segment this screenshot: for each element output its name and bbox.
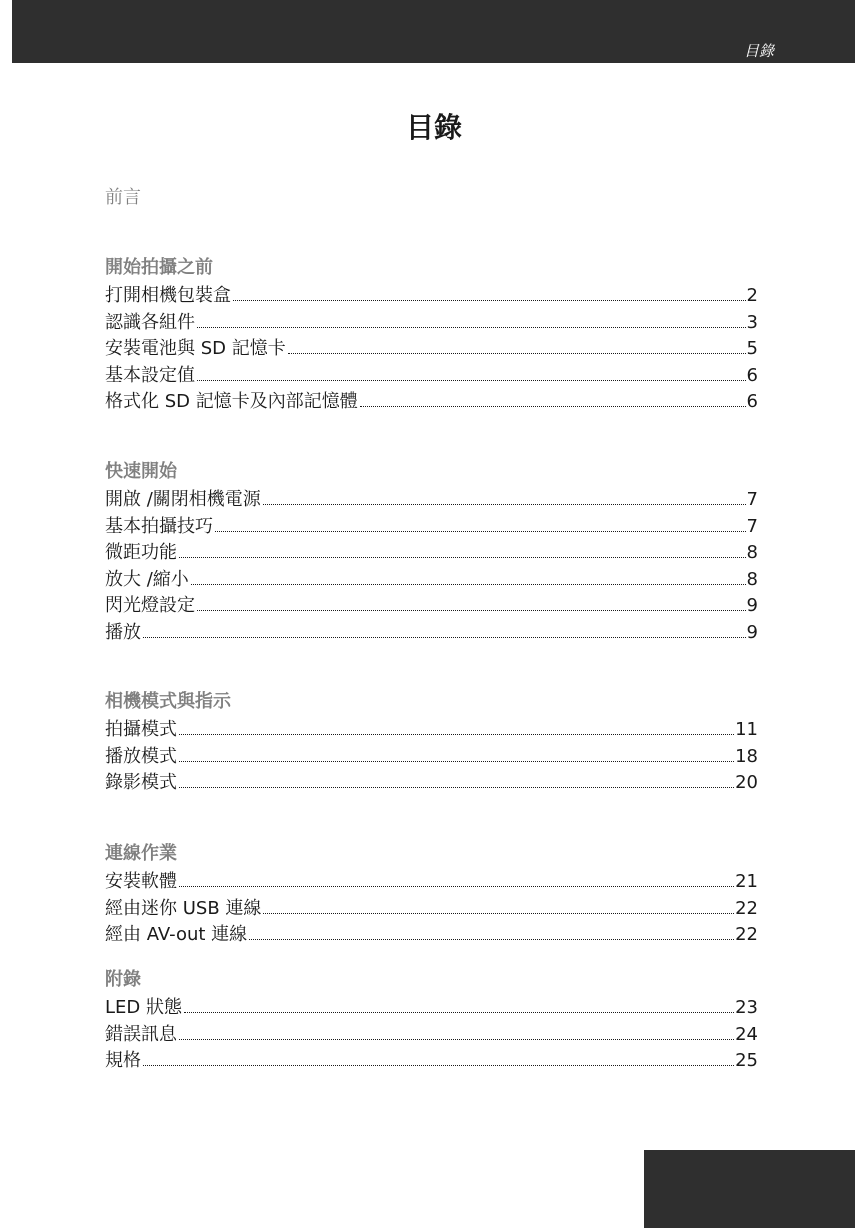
toc-entry[interactable]: [105, 593, 758, 620]
header-bar: [12, 0, 855, 63]
entry-page: 18: [735, 745, 758, 767]
entry-page: 21: [735, 871, 758, 892]
dot-leader: [143, 1064, 734, 1066]
entry-page: 9: [746, 621, 758, 643]
header-label: 目錄: [743, 42, 774, 60]
dot-leader: [197, 609, 746, 611]
entry-title: 認識各組件: [105, 311, 195, 333]
dot-leader: [233, 299, 746, 301]
dot-leader: [360, 405, 746, 407]
toc-entry[interactable]: [105, 283, 758, 310]
entry-page: 2: [746, 285, 758, 306]
toc-entry[interactable]: [105, 744, 758, 771]
toc-entry[interactable]: [105, 995, 758, 1022]
toc-entry[interactable]: [105, 310, 758, 337]
entry-page: 8: [746, 542, 758, 563]
dot-leader: [179, 733, 734, 735]
entry-page: 24: [735, 1023, 758, 1045]
toc-entry[interactable]: [105, 717, 758, 744]
entry-title: 打開相機包裝盒: [105, 285, 231, 306]
section-heading: 相機模式與指示: [105, 691, 231, 712]
entry-page: 8: [746, 568, 758, 590]
toc-entry[interactable]: [105, 869, 758, 896]
entry-page: 7: [746, 489, 758, 510]
entry-title: 安裝電池與 SD 記憶卡: [105, 338, 286, 359]
entry-title: 經由迷你 USB 連線: [105, 897, 262, 919]
dot-leader: [184, 1011, 734, 1013]
entry-page: 25: [735, 1050, 758, 1071]
toc-section-connection: [105, 841, 758, 949]
section-heading: 快速開始: [105, 461, 177, 482]
entry-page: 5: [746, 338, 758, 359]
dot-leader: [179, 885, 734, 887]
entry-title: 基本拍攝技巧: [105, 515, 213, 537]
entry-title: 規格: [105, 1050, 141, 1071]
entry-page: 22: [735, 924, 758, 945]
entry-title: 微距功能: [105, 542, 177, 563]
dot-leader: [179, 556, 746, 558]
entry-title: 安裝軟體: [105, 871, 177, 892]
section-heading: 連線作業: [105, 843, 177, 864]
entry-title: 錄影模式: [105, 772, 177, 793]
dot-leader: [179, 760, 734, 762]
entry-title: 放大 /縮小: [105, 568, 189, 590]
toc-entry[interactable]: [105, 514, 758, 541]
toc-entry[interactable]: [105, 922, 758, 949]
dot-leader: [179, 786, 734, 788]
entry-title: 播放: [105, 621, 141, 643]
toc-entry[interactable]: [105, 1048, 758, 1075]
toc-section-preface: [105, 185, 758, 213]
toc-entry[interactable]: [105, 896, 758, 923]
dot-leader: [288, 352, 746, 354]
toc-section-quick-start: [105, 459, 758, 646]
entry-page: 9: [746, 595, 758, 616]
dot-leader: [143, 636, 746, 638]
toc-entry[interactable]: [105, 567, 758, 594]
dot-leader: [191, 583, 746, 585]
section-heading: 前言: [105, 187, 141, 208]
entry-page: 6: [746, 364, 758, 386]
dot-leader: [197, 379, 746, 381]
entry-title: 錯誤訊息: [105, 1023, 177, 1045]
toc-entry[interactable]: [105, 487, 758, 514]
entry-page: 22: [735, 897, 758, 919]
footer-corner-block: [644, 1150, 855, 1228]
dot-leader: [179, 1038, 734, 1040]
dot-leader: [215, 530, 746, 532]
toc-entry[interactable]: [105, 363, 758, 390]
toc-entry[interactable]: [105, 389, 758, 416]
entry-title: 格式化 SD 記憶卡及內部記憶體: [105, 391, 358, 412]
entry-page: 11: [735, 719, 758, 740]
dot-leader: [263, 912, 734, 914]
entry-page: 6: [746, 391, 758, 412]
entry-page: 23: [735, 997, 758, 1018]
page-title: 目錄: [405, 111, 462, 144]
entry-title: 播放模式: [105, 745, 177, 767]
entry-title: 經由 AV-out 連線: [105, 924, 248, 945]
entry-title: 開啟 /關閉相機電源: [105, 489, 261, 510]
entry-page: 20: [735, 772, 758, 793]
toc-entry[interactable]: [105, 1022, 758, 1049]
dot-leader: [197, 326, 746, 328]
entry-title: 拍攝模式: [105, 719, 177, 740]
toc-entry[interactable]: [105, 336, 758, 363]
toc-entry[interactable]: [105, 620, 758, 647]
toc-section-before-shooting: [105, 255, 758, 416]
toc-entry[interactable]: [105, 770, 758, 797]
toc-section-appendix: [105, 967, 758, 1075]
dot-leader: [249, 938, 734, 940]
section-heading: 附錄: [105, 969, 141, 990]
section-heading: 開始拍攝之前: [105, 257, 213, 278]
entry-page: 3: [746, 311, 758, 333]
toc-entry[interactable]: [105, 540, 758, 567]
entry-title: 基本設定值: [105, 364, 195, 386]
entry-page: 7: [746, 515, 758, 537]
dot-leader: [263, 503, 746, 505]
toc-section-camera-modes: [105, 689, 758, 797]
entry-title: LED 狀態: [105, 997, 182, 1018]
entry-title: 閃光燈設定: [105, 595, 195, 616]
